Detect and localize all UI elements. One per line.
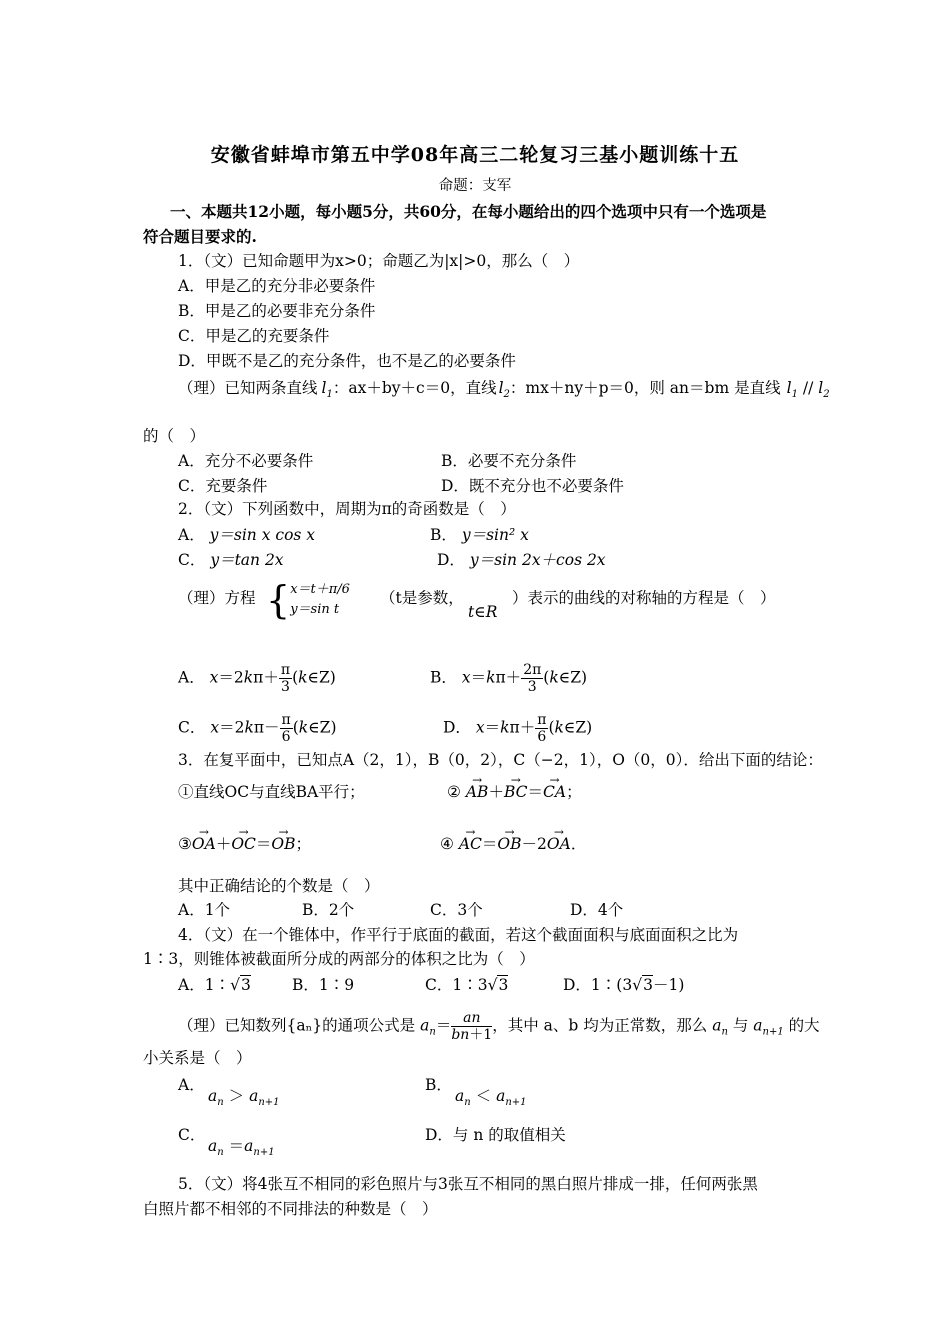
q5-stem-1: 5．（文）将4张互不相同的彩色照片与3张互不相同的黑白照片排成一排，任何两张黑 xyxy=(178,1175,758,1193)
q1-stem: 1．（文）已知命题甲为x>0；命题乙为|x|>0，那么（ ） xyxy=(178,252,580,270)
q4-stem-2: 1∶3，则锥体被截面所分成的两部分的体积之比为（ ） xyxy=(143,950,535,968)
q3-option-a: A．1个 xyxy=(178,901,231,919)
q3-conclusion-3: ③→ OA＋→ OC＝→ OB； xyxy=(178,834,311,854)
q4-li-option-a: $a_n > a_{n+1}$ xyxy=(208,1087,280,1108)
q2-li-stem: （理）方程 xyxy=(178,589,256,607)
author-line: 命题：支军 xyxy=(438,178,512,194)
q4-stem-1: 4．（文）在一个锥体中，作平行于底面的截面，若这个截面面积与底面面积之比为 xyxy=(178,926,739,944)
q4-option-a: A．1∶√3 xyxy=(178,976,251,994)
q1-option-b: B．甲是乙的必要非充分条件 xyxy=(178,302,376,320)
page-title: 安徽省蚌埠市第五中学08年高三二轮复习三基小题训练十五 xyxy=(210,144,740,166)
q2-li-option-d: D． x＝kπ＋ $\frac{\pi}{6}$ (k∈Z) xyxy=(443,712,593,745)
q1-li-option-d: D．既不充分也不必要条件 xyxy=(441,477,624,495)
q3-conclusion-4: ④ → AC＝→ OB－2→ OA． xyxy=(440,834,586,854)
q2-option-c: C． y＝tan 2x xyxy=(178,551,284,569)
q1-option-a: A．甲是乙的充分非必要条件 xyxy=(178,277,376,295)
q1-li-tail: 的（ ） xyxy=(143,427,206,445)
q2-option-b: B． y＝sin² x xyxy=(430,526,529,544)
q2-stem: 2．（文）下列函数中，周期为π的奇函数是（ ） xyxy=(178,500,516,518)
q2-li-option-c: C． x＝2kπ－ $\frac{\pi}{6}$ (k∈Z) xyxy=(178,712,337,745)
q1-li-option-a: A．充分不必要条件 xyxy=(178,452,314,470)
q3-stem: 3．在复平面中，已知点A（2，1），B（0，2），C（−2，1），O（0，0）．给出下面的结论： xyxy=(178,751,823,769)
q3-option-c: C．3个 xyxy=(430,901,483,919)
q2-li-domain: t∈R xyxy=(468,603,498,621)
q4-li-option-d: D．与 n 的取值相关 xyxy=(425,1126,566,1144)
q2-li-option-b: B． x＝kπ＋ $\frac{2\pi}{3}$ (k∈Z) xyxy=(430,662,588,695)
q4-li-option-c-label: C． xyxy=(178,1126,206,1144)
q3-conclusion-2: ② → AB＋→ BC＝→ CA； xyxy=(447,782,582,802)
q4-li-option-b-label: B． xyxy=(425,1076,452,1094)
q3-option-d: D．4个 xyxy=(570,901,624,919)
q3-conclusion-1: ①直线OC与直线BA平行； xyxy=(178,783,365,801)
q3-option-b: B．2个 xyxy=(302,901,355,919)
q4-option-d: D．1∶(3√3－1) xyxy=(563,976,685,994)
q4-li-tail: 小关系是（ ） xyxy=(143,1049,252,1067)
q1-li-option-b: B．必要不充分条件 xyxy=(441,452,577,470)
q2-li-param: （t是参数， xyxy=(380,589,464,607)
section-header: 一、本题共12小题，每小题5分，共60分，在每小题给出的四个选项中只有一个选项是 xyxy=(170,202,767,221)
q5-stem-2: 白照片都不相邻的不同排法的种数是（ ） xyxy=(143,1200,438,1218)
q2-option-a: A． y＝sin x cos x xyxy=(178,526,316,544)
q4-li-stem: （理）已知数列{aₙ}的通项公式是 $a_n=$ $\frac{an}{bn+1}$ ，其中 a、b 均为正常数，那么 $a_n$ 与 $a_{n+1}$ 的大 xyxy=(178,1010,820,1043)
q4-option-b: B．1∶9 xyxy=(292,976,355,994)
section-header-cont: 符合题目要求的. xyxy=(143,227,257,246)
q2-option-d: D． y＝sin 2x＋cos 2x xyxy=(437,551,606,569)
q1-li-option-c: C．充要条件 xyxy=(178,477,268,495)
q3-ask: 其中正确结论的个数是（ ） xyxy=(178,877,380,895)
q4-li-option-b: $a_n < a_{n+1}$ xyxy=(455,1087,527,1108)
q1-option-c: C．甲是乙的充要条件 xyxy=(178,327,330,345)
q2-li-tail: ）表示的曲线的对称轴的方程是（ ） xyxy=(512,589,776,607)
q4-option-c: C．1∶3√3 xyxy=(425,976,509,994)
q2-li-option-a: A． x＝2kπ＋ $\frac{\pi}{3}$ (k∈Z) xyxy=(178,662,336,695)
q4-li-option-a-label: A． xyxy=(178,1076,205,1094)
q1-li-stem: （理）已知两条直线 $l_1$：ax＋by＋c＝0，直线 $l_2$：mx＋ny＋p＝0，则 an＝bm 是直线 $l_1 // l_2$ xyxy=(178,379,830,400)
q4-li-option-c: $a_n =a_{n+1}$ xyxy=(208,1137,275,1158)
q1-option-d: D．甲既不是乙的充分条件，也不是乙的必要条件 xyxy=(178,352,516,370)
q2-li-system: { x＝t＋π/6 y＝sin t xyxy=(266,578,350,622)
